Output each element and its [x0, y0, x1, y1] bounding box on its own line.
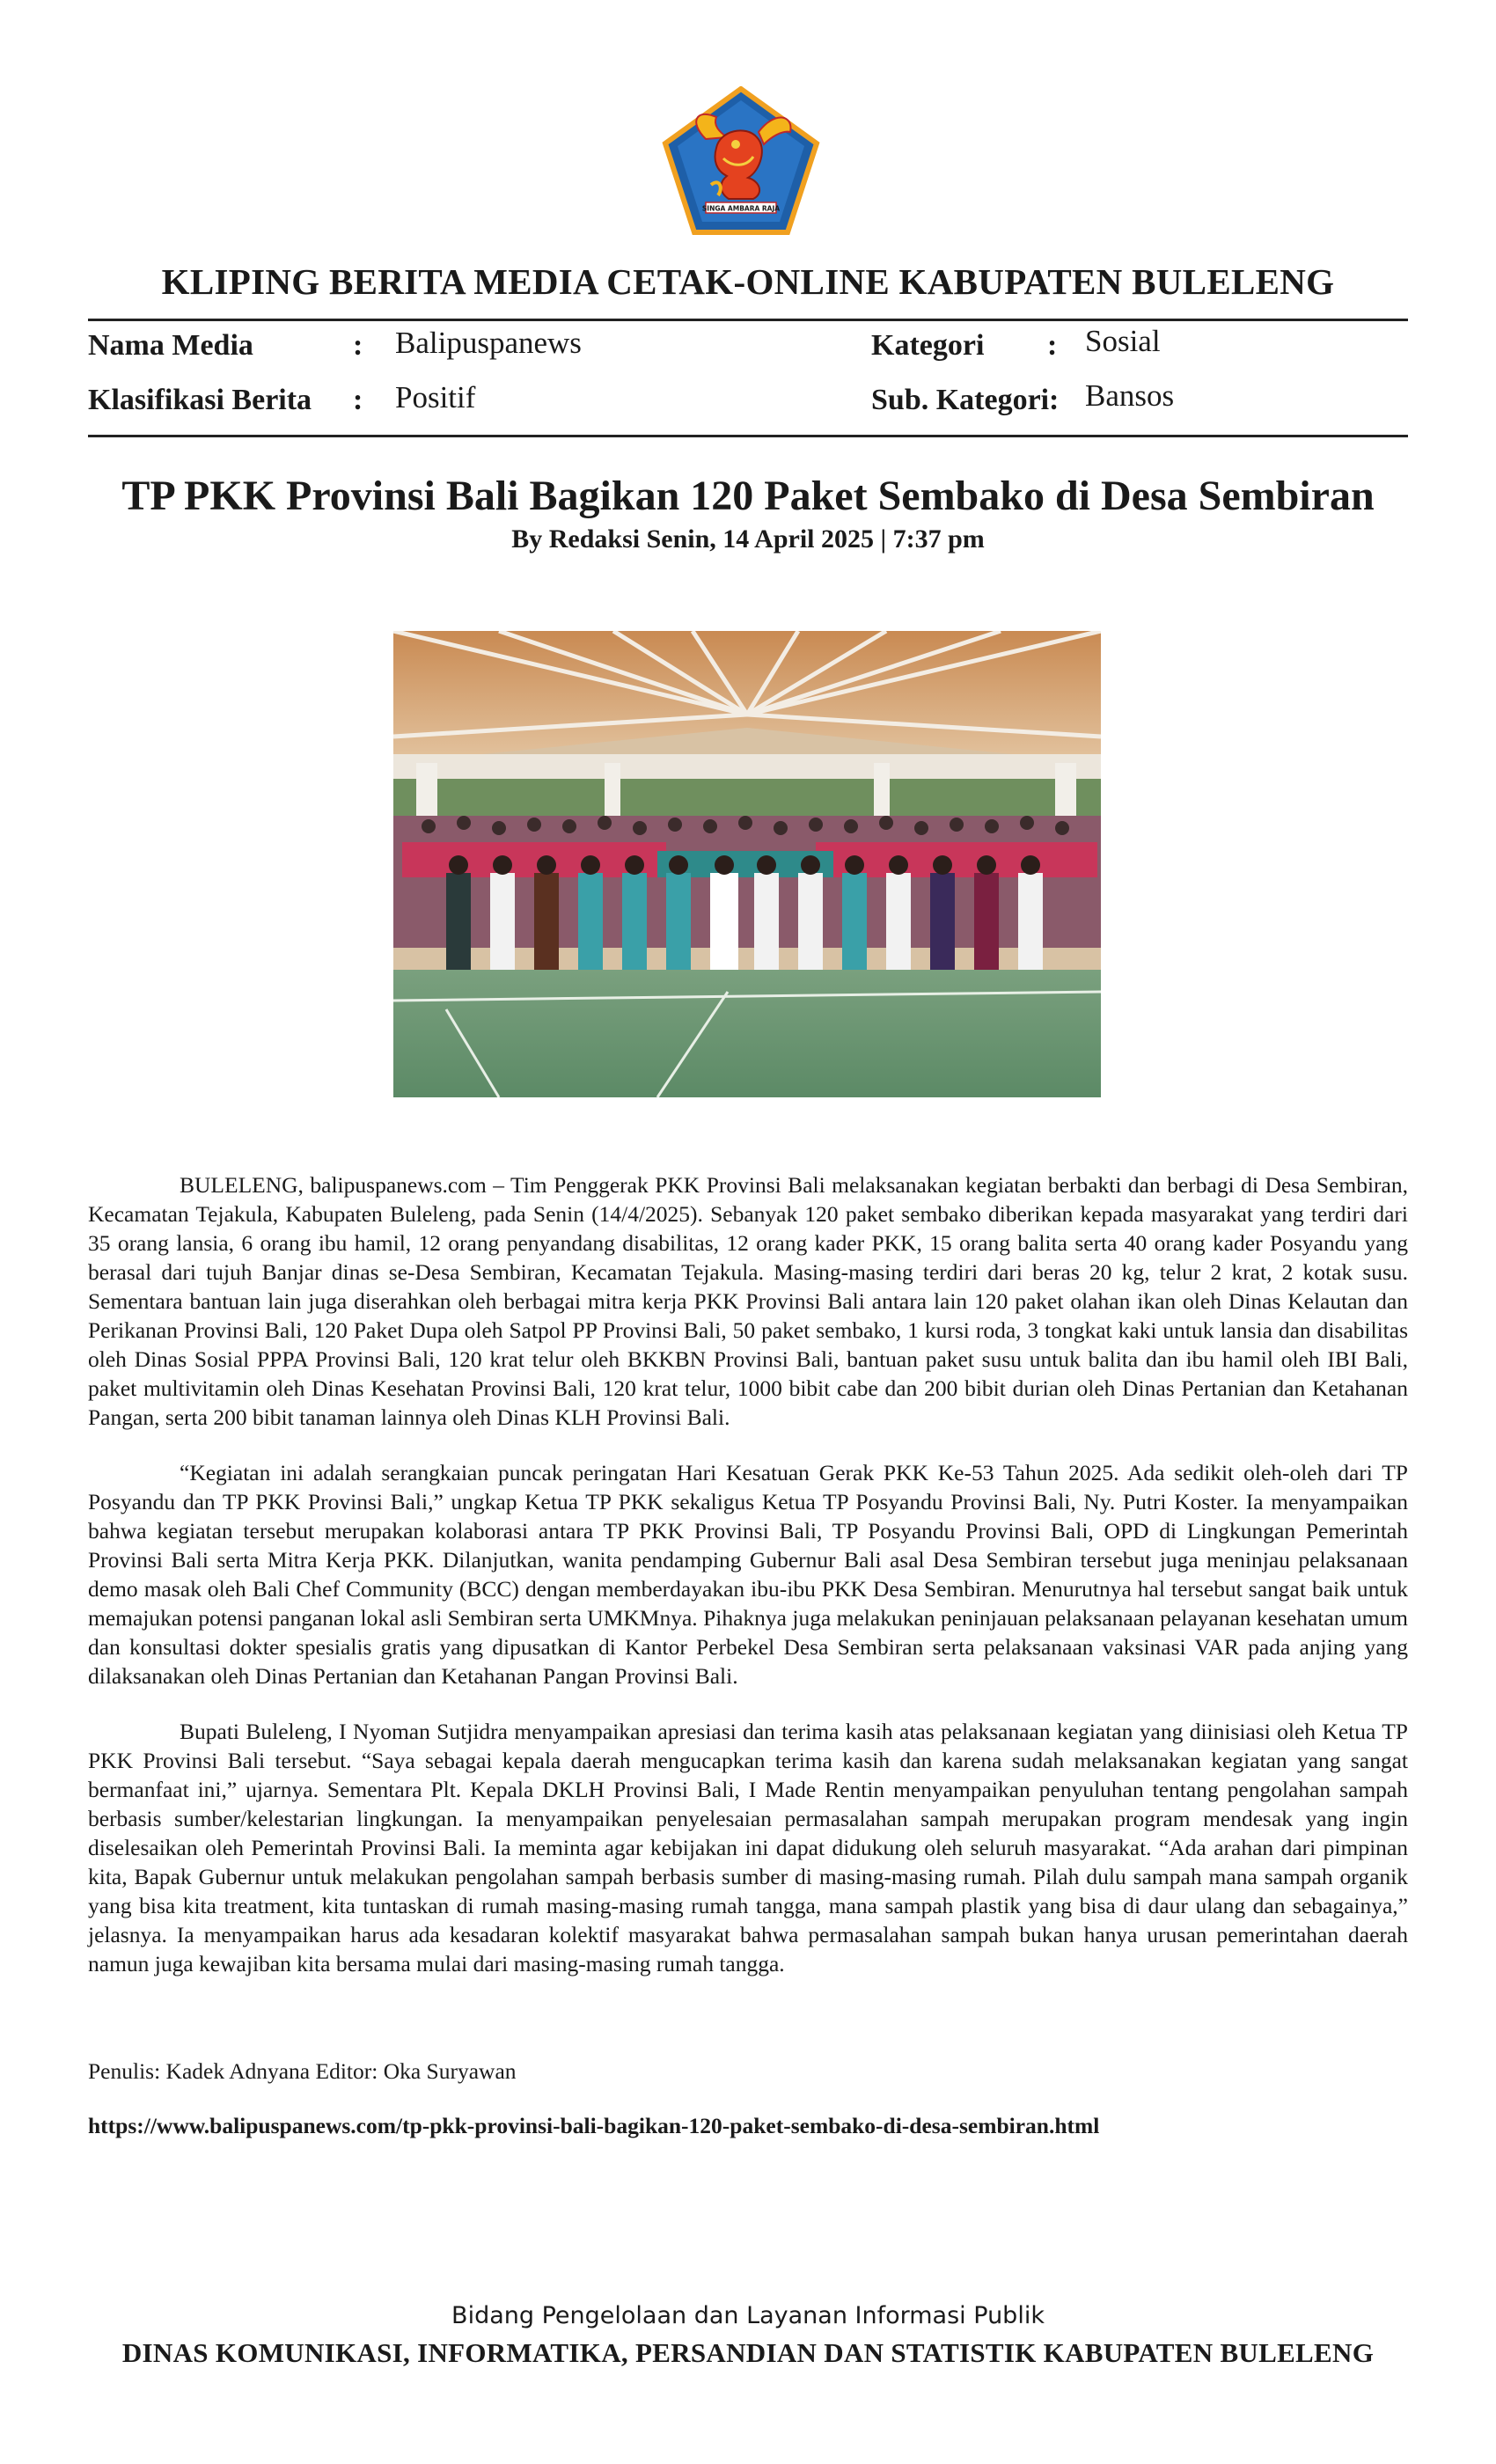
- kategori-label: Kategori: [871, 329, 985, 362]
- article-paragraph-1: BULELENG, balipuspanews.com – Tim Penggerak PKK Provinsi Bali melaksanakan kegiatan berbakti dan berbagi di Desa Sembiran, Kecamatan Tejakula, Kabupaten Buleleng, pada Senin (14/4/2025). Sebanyak 120 paket sembako diberikan kepada masyarakat yang terdiri dari 35 orang lansia, 6 orang ibu hamil, 12 orang penyandang disabilitas, 12 orang kader PKK, 15 orang balita serta 40 orang kader Posyandu yang berasal dari tujuh Banjar dinas se-Desa Sembiran, Kecamatan Tejakula. Masing-masing terdiri dari beras 20 kg, telur 2 krat, 2 kotak susu. Sementara bantuan lain juga diserahkan oleh berbagai mitra kerja PKK Provinsi Bali antara lain 120 paket olahan ikan oleh Dinas Kelautan dan Perikanan Provinsi Bali, 120 Paket Dupa oleh Satpol PP Provinsi Bali, 50 paket sembako, 1 kursi roda, 3 tongkat kaki untuk lansia dan disabilitas oleh Dinas Sosial PPPA Provinsi Bali, 120 krat telur oleh BKKBN Provinsi Bali, bantuan paket susu untuk balita dan ibu hamil oleh IBI Bali, paket multivitamin oleh Dinas Kesehatan Provinsi Bali, 120 krat telur, 1000 bibit cabe dan 200 bibit durian oleh Dinas Pertanian dan Ketahanan Pangan, serta 200 bibit tanaman lainnya oleh Dinas KLH Provinsi Bali.: [88, 1172, 1408, 1430]
- klasifikasi-value: Positif: [395, 380, 476, 414]
- klasifikasi-colon: :: [353, 384, 363, 416]
- footer-agency: DINAS KOMUNIKASI, INFORMATIKA, PERSANDIAN DAN STATISTIK KABUPATEN BULELENG: [121, 2337, 1375, 2368]
- article-credits: Penulis: Kadek Adnyana Editor: Oka Suryawan: [88, 2058, 517, 2084]
- klasifikasi-label: Klasifikasi Berita: [88, 384, 312, 416]
- article-byline: By Redaksi Senin, 14 April 2025 | 7:37 pm: [511, 524, 985, 554]
- subkategori-label: Sub. Kategori: [871, 384, 1050, 416]
- subkategori-value: Bansos: [1085, 378, 1175, 413]
- bottom-divider: [88, 435, 1408, 437]
- article-paragraph-2: “Kegiatan ini adalah serangkaian puncak peringatan Hari Kesatuan Gerak PKK Ke-53 Tahun 2025. Ada sedikit oleh-oleh dari TP Posyandu dan TP PKK Provinsi Bali,” ungkap Ketua TP PKK sekaligus Ketua TP Posyandu Provinsi Bali, Ny. Putri Koster. Ia menyampaikan bahwa kegiatan tersebut merupakan kolaborasi antara TP PKK Provinsi Bali, TP Posyandu Provinsi Bali, OPD di Lingkungan Pemerintah Provinsi Bali serta Mitra Kerja PKK. Dilanjutkan, wanita pendamping Gubernur Bali asal Desa Sembiran tersebut juga meninjau pelaksanaan demo masak oleh Bali Chef Community (BCC) dengan memberdayakan ibu-ibu PKK Desa Sembiran. Menurutnya hal tersebut sangat baik untuk memajukan potensi panganan lokal asli Sembiran serta UMKMnya. Pihaknya juga melakukan peninjauan pelaksanaan pelayanan kesehatan umum dan konsultasi dokter spesialis gratis yang dipusatkan di Kantor Perbekel Desa Sembiran serta pelaksanaan vaksinasi VAR pada anjing yang dilaksanakan oleh Dinas Pertanian dan Ketahanan Pangan Provinsi Bali.: [88, 1460, 1408, 1689]
- article-photo: [393, 631, 1101, 1097]
- buleleng-emblem-logo: [662, 86, 820, 236]
- article-paragraph-3: Bupati Buleleng, I Nyoman Sutjidra menyampaikan apresiasi dan terima kasih atas pelaksanaan kegiatan yang diinisiasi oleh Ketua TP PKK Provinsi Bali tersebut. “Saya sebagai kepala daerah mengucapkan terima kasih dan karena sudah melaksanakan kegiatan yang sangat bermanfaat ini,” ujarnya. Sementara Plt. Kepala DKLH Provinsi Bali, I Made Rentin menyampaikan penyuluhan tentang pengolahan sampah berbasis sumber/kelestarian lingkungan. Ia menyampaikan penyelesaian permasalahan sampah merupakan program mendesak yang ingin diselesaikan oleh Pemerintah Provinsi Bali. Ia meminta agar kebijakan ini dapat didukung oleh seluruh masyarakat. “Ada arahan dari pimpinan kita, Bapak Gubernur untuk melakukan pengolahan sampah berbasis sumber di masing-masing rumah. Pilah dulu sampah mana sampah organik yang bisa kita treatment, kita tuntaskan di rumah masing-masing rumah tangga, mana sampah plastik yang bisa di daur ulang dan sebagainya,” jelasnya. Ia menyampaikan harus ada kesadaran kolektif masyarakat bahwa permasalahan sampah bukan hanya urusan pemerintahan daerah namun juga kewajiban kita bersama mulai dari masing-masing rumah tangga.: [88, 1719, 1408, 1976]
- kategori-value: Sosial: [1085, 324, 1161, 358]
- media-value: Balipuspanews: [395, 326, 582, 360]
- kategori-colon: :: [1047, 329, 1058, 362]
- footer-division: Bidang Pengelolaan dan Layanan Informasi Publik: [451, 2302, 1045, 2329]
- article-headline: TP PKK Provinsi Bali Bagikan 120 Paket Sembako di Desa Sembiran: [121, 473, 1375, 519]
- media-label: Nama Media: [88, 329, 253, 362]
- article-source-url: https://www.balipuspanews.com/tp-pkk-provinsi-bali-bagikan-120-paket-sembako-di-desa-sembiran.html: [88, 2113, 1100, 2138]
- kliping-title: KLIPING BERITA MEDIA CETAK-ONLINE KABUPATEN BULELENG: [161, 261, 1335, 302]
- article-body: [88, 1170, 1408, 2005]
- top-divider: [88, 319, 1408, 321]
- media-colon: :: [353, 329, 363, 362]
- logo-caption: SINGA AMBARA RAJA: [701, 204, 781, 213]
- subkategori-colon: :: [1049, 384, 1060, 416]
